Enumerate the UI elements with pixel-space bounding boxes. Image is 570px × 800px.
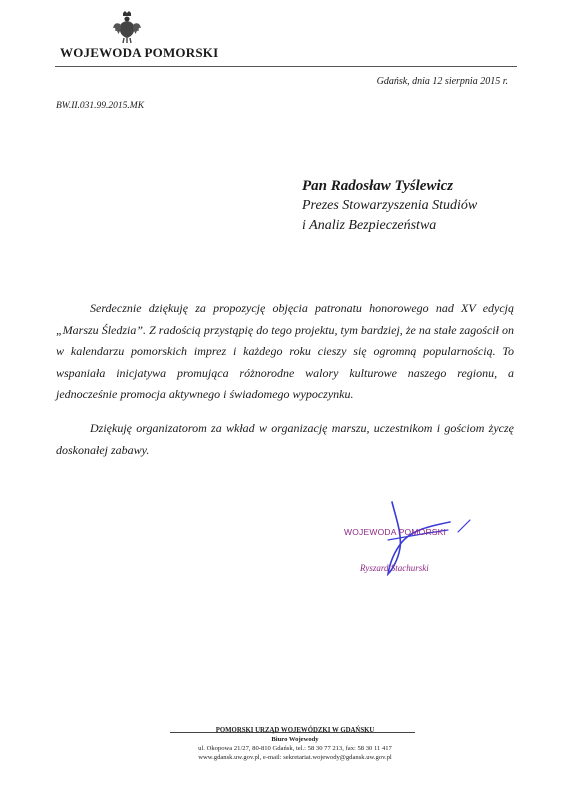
body-paragraph-2: Dziękuję organizatorom za wkład w organizację marszu, uczestnikom i gościom życzę doskonałej zabawy. [56,420,514,457]
letterhead-footer [150,726,440,762]
footer-bureau: Biuro Wojewody [271,736,319,743]
footer-office-name: POMORSKI URZĄD WOJEWÓDZKI W GDAŃSKU [215,727,375,734]
recipient-title-line-1: Prezes Stowarzyszenia Studiów [302,198,478,213]
date-line: Gdańsk, dnia 12 sierpnia 2015 r. [376,76,508,87]
recipient-block [302,176,477,236]
header-divider [55,66,517,67]
polish-eagle-icon [112,10,142,44]
reference-number: BW.II.031.99.2015.MK [56,101,145,111]
footer-address: ul. Okopowa 21/27, 80-810 Gdańsk, tel.: 58 30 77 213, fax: 58 30 11 417 [198,745,392,752]
issuing-authority: WOJEWODA POMORSKI [60,45,219,60]
recipient-name: Pan Radosław Tyślewicz [302,178,454,194]
official-stamp: WOJEWODA POMORSKI [344,527,447,537]
recipient-title-line-2: i Analiz Bezpieczeństwa [302,218,437,233]
letter-body [56,298,514,473]
signer-name: Ryszard Stachurski [360,563,429,573]
footer-contact: www.gdansk.uw.gov.pl, e-mail: sekretariat.wojewody@gdansk.uw.gov.pl [198,754,392,761]
body-paragraph-1: Serdecznie dziękuję za propozycję objęcia patronatu honorowego nad XV edycją „Marszu Śledzia”. Z radością przystąpię do tego projektu, tym bardziej, że na stałe zagościł on w kalendarzu pomorskich imprez i każdego roku cieszy się ogromną popularnością. To wspaniała inicjatywa promująca różnorodne walory kulturowe naszego regionu, a jednocześnie promocja aktywnego i świadomego wypoczynku. [56,301,514,402]
